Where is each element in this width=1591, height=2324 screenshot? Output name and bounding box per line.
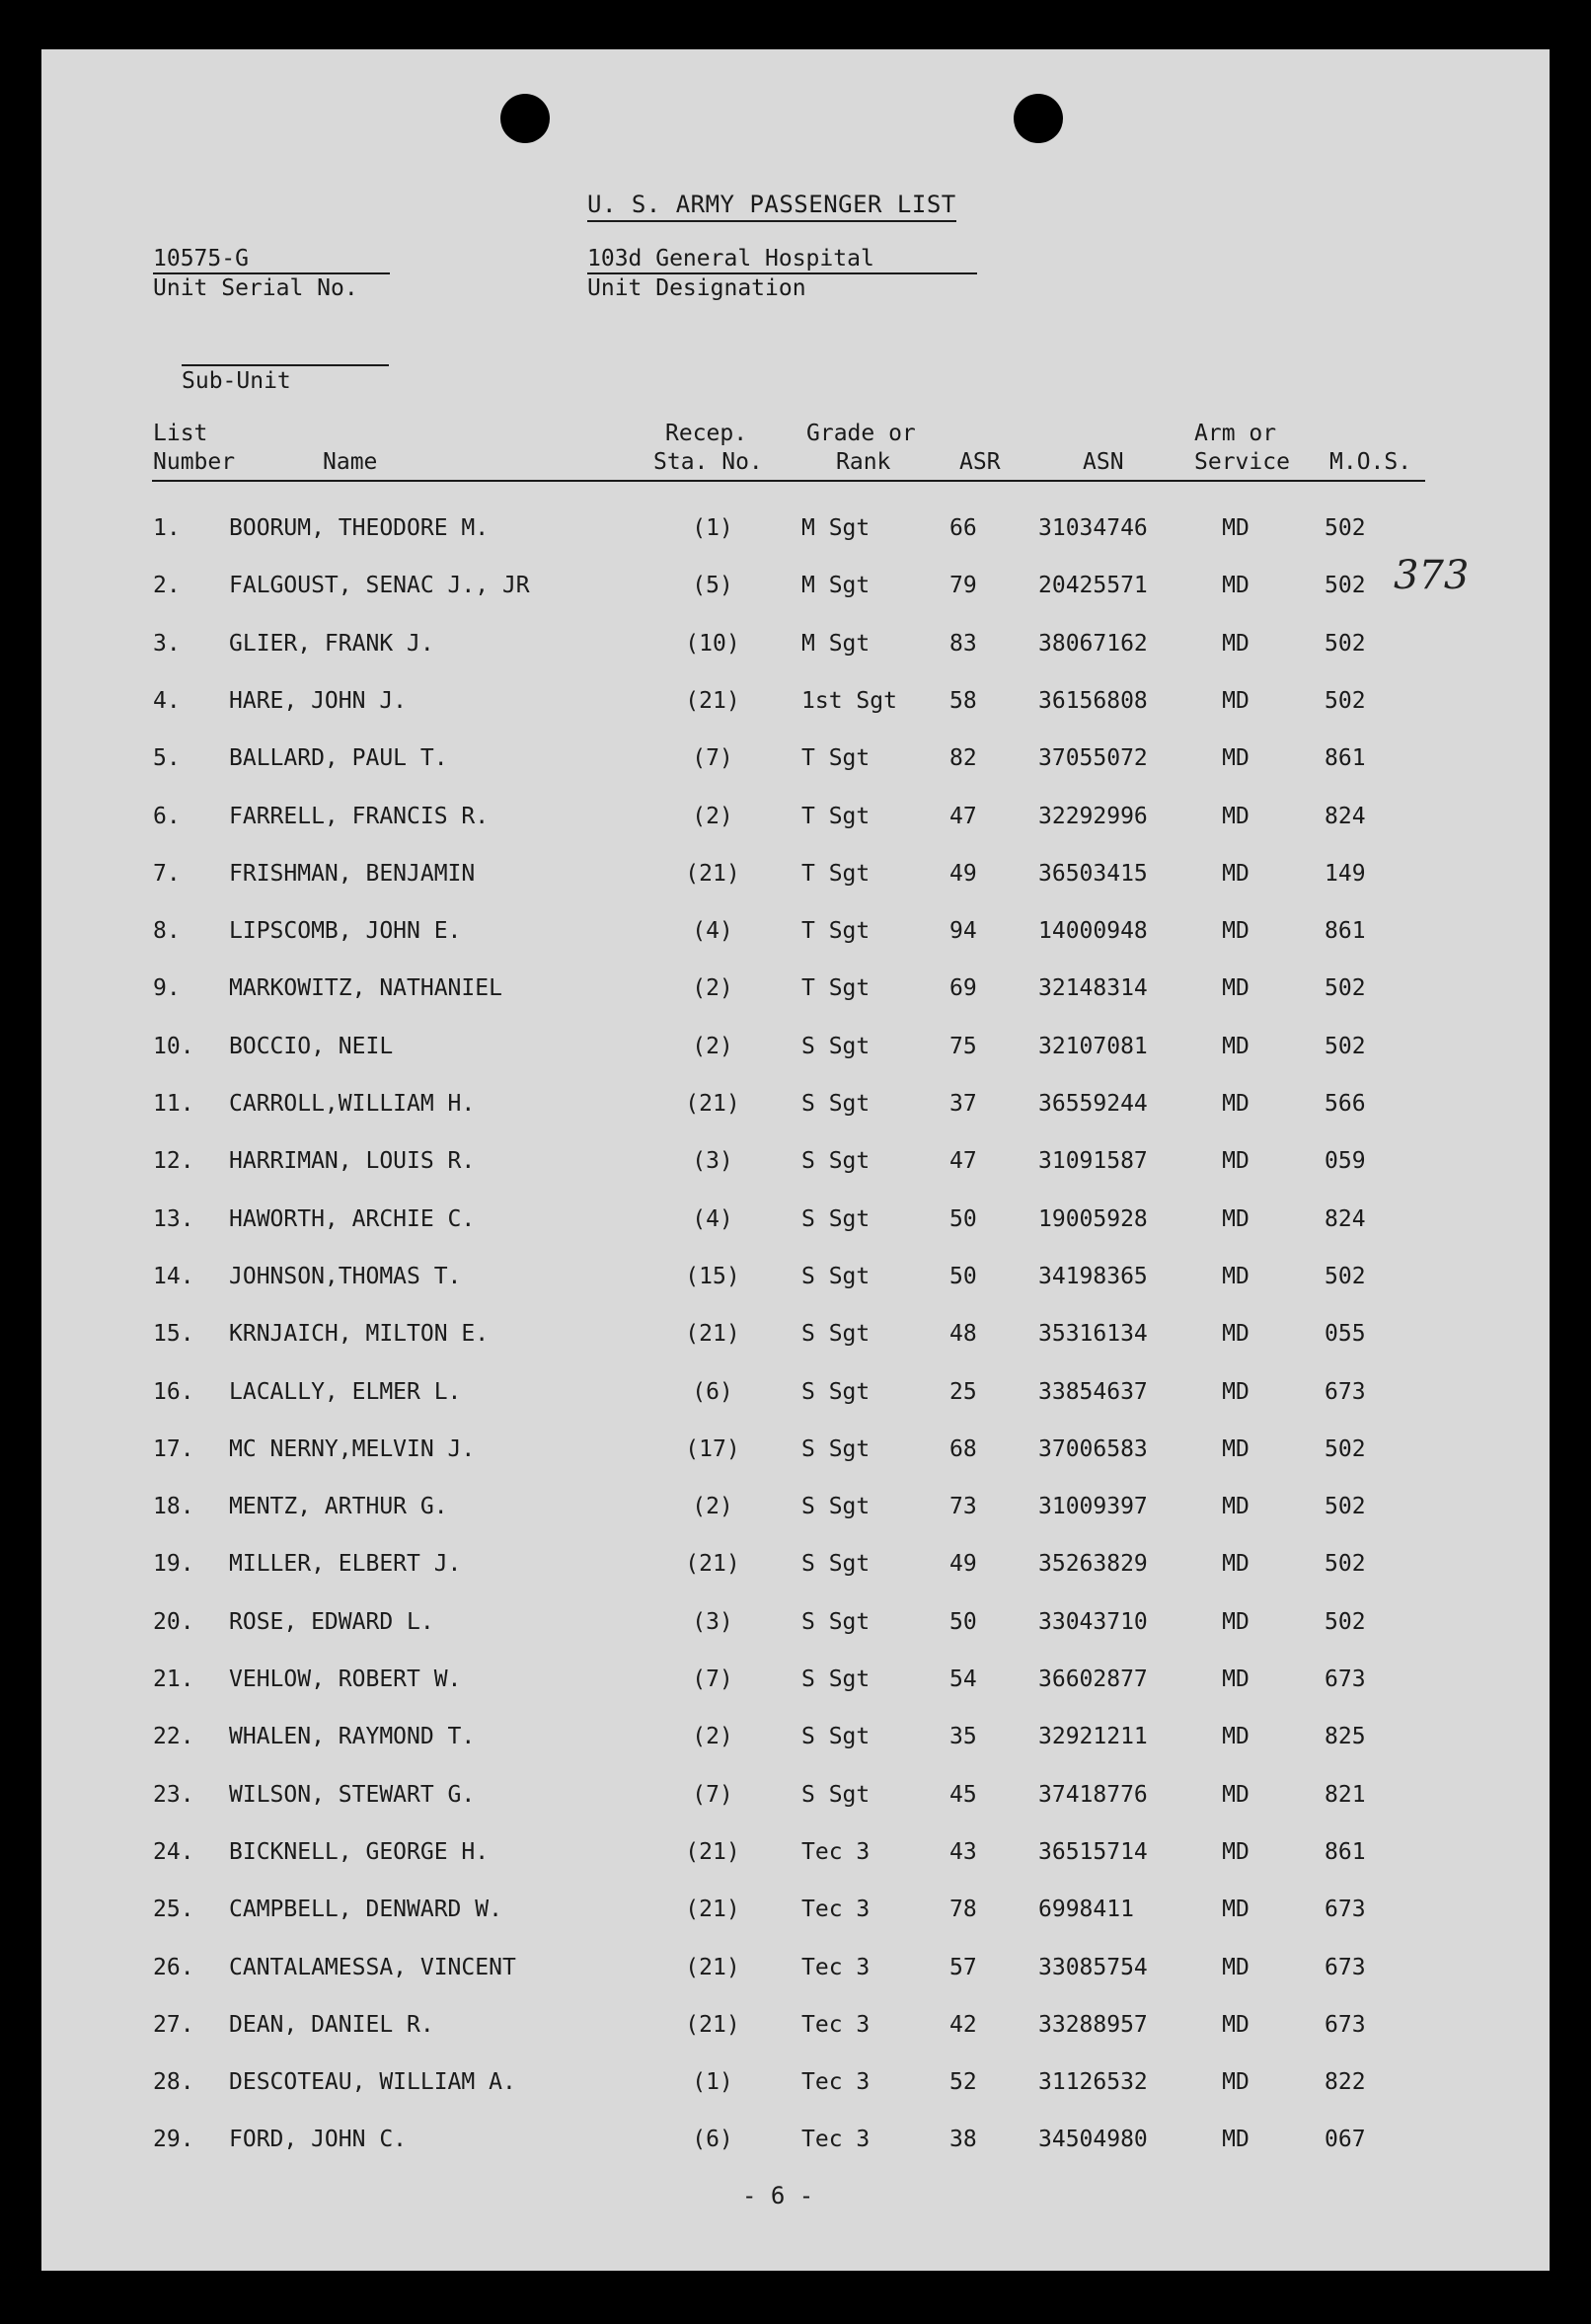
grade-rank: S Sgt [801, 1148, 871, 1175]
recep-station: (2) [692, 975, 733, 1002]
arm-service: MD [1222, 1608, 1250, 1635]
grade-rank: S Sgt [801, 1781, 871, 1808]
passenger-name: HARE, JOHN J. [229, 687, 408, 714]
arm-service: MD [1222, 1666, 1250, 1692]
arm-service: MD [1222, 1205, 1250, 1232]
recep-station: (3) [692, 1608, 733, 1635]
list-number: 6. [153, 803, 181, 829]
unit-serial-field [153, 245, 390, 302]
arm-service: MD [1222, 860, 1250, 887]
arm-service: MD [1222, 1263, 1250, 1289]
asn-number: 6998411 [1038, 1897, 1134, 1923]
grade-rank: Tec 3 [801, 1954, 871, 1980]
recep-station: (21) [685, 860, 740, 887]
passenger-name: HARRIMAN, LOUIS R. [229, 1148, 476, 1175]
asr-score: 82 [949, 745, 977, 772]
table-header [41, 420, 1550, 489]
asr-score: 75 [949, 1033, 977, 1059]
asn-number: 34504980 [1038, 2127, 1148, 2153]
mos-code: 673 [1325, 1954, 1366, 1980]
arm-service: MD [1222, 630, 1250, 657]
header-rule [152, 480, 1425, 482]
mos-code: 502 [1325, 1033, 1366, 1059]
recep-station: (4) [692, 1205, 733, 1232]
asr-score: 42 [949, 2011, 977, 2038]
passenger-name: BOCCIO, NEIL [229, 1033, 394, 1059]
table-row [41, 968, 1550, 1008]
passenger-name: DEAN, DANIEL R. [229, 2011, 434, 2038]
recep-station: (6) [692, 1378, 733, 1405]
grade-rank: Tec 3 [801, 2011, 871, 2038]
recep-station: (17) [685, 1435, 740, 1462]
asn-number: 32292996 [1038, 803, 1148, 829]
list-number: 11. [153, 1091, 194, 1117]
passenger-name: WILSON, STEWART G. [229, 1781, 476, 1808]
mos-code: 673 [1325, 2011, 1366, 2038]
recep-station: (21) [685, 1897, 740, 1923]
asr-score: 50 [949, 1608, 977, 1635]
mos-code: 824 [1325, 803, 1366, 829]
table-row [41, 1257, 1550, 1296]
table-row [41, 1487, 1550, 1526]
sub-unit-field [182, 358, 389, 396]
grade-rank: S Sgt [801, 1205, 871, 1232]
table-row [41, 2005, 1550, 2045]
list-number: 15. [153, 1321, 194, 1348]
table-row [41, 1890, 1550, 1929]
col-asr: ASR [959, 449, 1001, 475]
arm-service: MD [1222, 918, 1250, 945]
mos-code: 673 [1325, 1378, 1366, 1405]
asn-number: 32107081 [1038, 1033, 1148, 1059]
passenger-name: BICKNELL, GEORGE H. [229, 1838, 490, 1865]
asn-number: 33043710 [1038, 1608, 1148, 1635]
passenger-name: KRNJAICH, MILTON E. [229, 1321, 490, 1348]
asn-number: 35316134 [1038, 1321, 1148, 1348]
mos-code: 502 [1325, 573, 1366, 599]
passenger-name: HAWORTH, ARCHIE C. [229, 1205, 476, 1232]
list-number: 3. [153, 630, 181, 657]
mos-code: 502 [1325, 515, 1366, 541]
grade-rank: T Sgt [801, 860, 871, 887]
table-row [41, 508, 1550, 548]
unit-serial-value: 10575-G [153, 245, 390, 274]
arm-service: MD [1222, 803, 1250, 829]
passenger-name: LIPSCOMB, JOHN E. [229, 918, 462, 945]
table-row [41, 911, 1550, 951]
asn-number: 20425571 [1038, 573, 1148, 599]
passenger-name: BALLARD, PAUL T. [229, 745, 448, 772]
recep-station: (2) [692, 1724, 733, 1750]
asr-score: 79 [949, 573, 977, 599]
asn-number: 36602877 [1038, 1666, 1148, 1692]
passenger-name: ROSE, EDWARD L. [229, 1608, 434, 1635]
col-list-number-line1: List [153, 421, 208, 446]
arm-service: MD [1222, 687, 1250, 714]
arm-service: MD [1222, 1954, 1250, 1980]
passenger-name: MILLER, ELBERT J. [229, 1551, 462, 1578]
arm-service: MD [1222, 1321, 1250, 1348]
list-number: 14. [153, 1263, 194, 1289]
asn-number: 32148314 [1038, 975, 1148, 1002]
recep-station: (21) [685, 1321, 740, 1348]
asn-number: 19005928 [1038, 1205, 1148, 1232]
asr-score: 68 [949, 1435, 977, 1462]
mos-code: 861 [1325, 745, 1366, 772]
table-row [41, 854, 1550, 893]
sub-unit-label: Sub-Unit [182, 368, 291, 394]
table-row [41, 1372, 1550, 1412]
page-number: - 6 - [742, 2182, 814, 2209]
recep-station: (7) [692, 745, 733, 772]
arm-service: MD [1222, 2069, 1250, 2096]
passenger-name: BOORUM, THEODORE M. [229, 515, 490, 541]
asr-score: 43 [949, 1838, 977, 1865]
table-row [41, 1544, 1550, 1584]
grade-rank: S Sgt [801, 1263, 871, 1289]
mos-code: 861 [1325, 1838, 1366, 1865]
passenger-name: LACALLY, ELMER L. [229, 1378, 462, 1405]
list-number: 22. [153, 1724, 194, 1750]
recep-station: (21) [685, 1091, 740, 1117]
table-row [41, 1948, 1550, 1987]
passenger-name: FARRELL, FRANCIS R. [229, 803, 490, 829]
table-row [41, 1660, 1550, 1699]
mos-code: 502 [1325, 1263, 1366, 1289]
asr-score: 54 [949, 1666, 977, 1692]
grade-rank: S Sgt [801, 1494, 871, 1520]
grade-rank: M Sgt [801, 515, 871, 541]
passenger-name: VEHLOW, ROBERT W. [229, 1666, 462, 1692]
arm-service: MD [1222, 1838, 1250, 1865]
list-number: 29. [153, 2127, 194, 2153]
passenger-name: WHALEN, RAYMOND T. [229, 1724, 476, 1750]
table-row [41, 738, 1550, 778]
passenger-name: GLIER, FRANK J. [229, 630, 434, 657]
table-row [41, 1314, 1550, 1354]
unit-serial-label: Unit Serial No. [153, 275, 358, 301]
asn-number: 36503415 [1038, 860, 1148, 887]
table-row [41, 1832, 1550, 1872]
col-recep-line2: Sta. No. [653, 449, 763, 475]
grade-rank: T Sgt [801, 745, 871, 772]
passenger-name: FALGOUST, SENAC J., JR [229, 573, 530, 599]
mos-code: 067 [1325, 2127, 1366, 2153]
list-number: 16. [153, 1378, 194, 1405]
recep-station: (21) [685, 1551, 740, 1578]
table-row [41, 797, 1550, 836]
asr-score: 25 [949, 1378, 977, 1405]
asr-score: 49 [949, 860, 977, 887]
table-row [41, 1775, 1550, 1815]
asr-score: 37 [949, 1091, 977, 1117]
arm-service: MD [1222, 745, 1250, 772]
table-row [41, 566, 1550, 605]
grade-rank: Tec 3 [801, 1838, 871, 1865]
recep-station: (2) [692, 803, 733, 829]
arm-service: MD [1222, 1091, 1250, 1117]
grade-rank: S Sgt [801, 1033, 871, 1059]
col-list-number-line2: Number [153, 449, 236, 475]
list-number: 24. [153, 1838, 194, 1865]
asr-score: 47 [949, 803, 977, 829]
table-row [41, 1602, 1550, 1642]
list-number: 25. [153, 1897, 194, 1923]
asr-score: 48 [949, 1321, 977, 1348]
asr-score: 49 [949, 1551, 977, 1578]
grade-rank: T Sgt [801, 918, 871, 945]
asr-score: 66 [949, 515, 977, 541]
recep-station: (4) [692, 918, 733, 945]
punch-hole-left [500, 94, 550, 143]
asn-number: 33288957 [1038, 2011, 1148, 2038]
list-number: 17. [153, 1435, 194, 1462]
asr-score: 73 [949, 1494, 977, 1520]
list-number: 7. [153, 860, 181, 887]
mos-code: 821 [1325, 1781, 1366, 1808]
asr-score: 78 [949, 1897, 977, 1923]
mos-code: 502 [1325, 687, 1366, 714]
arm-service: MD [1222, 2127, 1250, 2153]
grade-rank: S Sgt [801, 1435, 871, 1462]
document-page [41, 49, 1550, 2271]
passenger-name: CAMPBELL, DENWARD W. [229, 1897, 502, 1923]
grade-rank: S Sgt [801, 1666, 871, 1692]
mos-code: 861 [1325, 918, 1366, 945]
arm-service: MD [1222, 1378, 1250, 1405]
grade-rank: Tec 3 [801, 2069, 871, 2096]
asr-score: 69 [949, 975, 977, 1002]
col-grade-line1: Grade or [806, 421, 916, 446]
arm-service: MD [1222, 1494, 1250, 1520]
asr-score: 52 [949, 2069, 977, 2096]
mos-code: 825 [1325, 1724, 1366, 1750]
recep-station: (21) [685, 1954, 740, 1980]
list-number: 18. [153, 1494, 194, 1520]
list-number: 12. [153, 1148, 194, 1175]
recep-station: (1) [692, 2069, 733, 2096]
arm-service: MD [1222, 1897, 1250, 1923]
asr-score: 50 [949, 1205, 977, 1232]
asn-number: 31034746 [1038, 515, 1148, 541]
asn-number: 36515714 [1038, 1838, 1148, 1865]
recep-station: (7) [692, 1666, 733, 1692]
mos-code: 502 [1325, 1494, 1366, 1520]
list-number: 8. [153, 918, 181, 945]
table-row [41, 1027, 1550, 1066]
table-row [41, 1717, 1550, 1756]
arm-service: MD [1222, 2011, 1250, 2038]
mos-code: 502 [1325, 630, 1366, 657]
passenger-name: CANTALAMESSA, VINCENT [229, 1954, 516, 1980]
sub-unit-line [182, 358, 389, 366]
list-number: 13. [153, 1205, 194, 1232]
grade-rank: S Sgt [801, 1378, 871, 1405]
asn-number: 37055072 [1038, 745, 1148, 772]
grade-rank: Tec 3 [801, 1897, 871, 1923]
asr-score: 83 [949, 630, 977, 657]
list-number: 23. [153, 1781, 194, 1808]
grade-rank: S Sgt [801, 1724, 871, 1750]
grade-rank: T Sgt [801, 975, 871, 1002]
unit-designation-label: Unit Designation [587, 275, 806, 301]
table-row [41, 681, 1550, 721]
asn-number: 33085754 [1038, 1954, 1148, 1980]
asn-number: 31009397 [1038, 1494, 1148, 1520]
unit-designation-value: 103d General Hospital [587, 245, 977, 274]
col-arm-line1: Arm or [1194, 421, 1277, 446]
grade-rank: T Sgt [801, 803, 871, 829]
recep-station: (21) [685, 2011, 740, 2038]
recep-station: (6) [692, 2127, 733, 2153]
grade-rank: M Sgt [801, 573, 871, 599]
asn-number: 33854637 [1038, 1378, 1148, 1405]
passenger-name: MARKOWITZ, NATHANIEL [229, 975, 502, 1002]
recep-station: (2) [692, 1033, 733, 1059]
mos-code: 502 [1325, 1435, 1366, 1462]
col-grade-line2: Rank [836, 449, 891, 475]
asr-score: 47 [949, 1148, 977, 1175]
grade-rank: S Sgt [801, 1551, 871, 1578]
asr-score: 94 [949, 918, 977, 945]
asr-score: 45 [949, 1781, 977, 1808]
arm-service: MD [1222, 1724, 1250, 1750]
grade-rank: S Sgt [801, 1321, 871, 1348]
list-number: 2. [153, 573, 181, 599]
arm-service: MD [1222, 515, 1250, 541]
asr-score: 38 [949, 2127, 977, 2153]
col-arm-line2: Service [1194, 449, 1290, 475]
arm-service: MD [1222, 975, 1250, 1002]
list-number: 27. [153, 2011, 194, 2038]
mos-code: 673 [1325, 1666, 1366, 1692]
recep-station: (21) [685, 1838, 740, 1865]
list-number: 9. [153, 975, 181, 1002]
asr-score: 50 [949, 1263, 977, 1289]
list-number: 19. [153, 1551, 194, 1578]
list-number: 26. [153, 1954, 194, 1980]
recep-station: (21) [685, 687, 740, 714]
list-number: 28. [153, 2069, 194, 2096]
document-title: U. S. ARMY PASSENGER LIST [587, 191, 956, 222]
passenger-name: FORD, JOHN C. [229, 2127, 408, 2153]
recep-station: (1) [692, 515, 733, 541]
arm-service: MD [1222, 1435, 1250, 1462]
col-mos: M.O.S. [1329, 449, 1412, 475]
mos-code: 055 [1325, 1321, 1366, 1348]
list-number: 5. [153, 745, 181, 772]
asr-score: 58 [949, 687, 977, 714]
asn-number: 36559244 [1038, 1091, 1148, 1117]
mos-code: 566 [1325, 1091, 1366, 1117]
recep-station: (10) [685, 630, 740, 657]
punch-hole-right [1014, 94, 1063, 143]
list-number: 1. [153, 515, 181, 541]
col-recep-line1: Recep. [665, 421, 748, 446]
grade-rank: Tec 3 [801, 2127, 871, 2153]
recep-station: (3) [692, 1148, 733, 1175]
table-row [41, 1084, 1550, 1123]
asn-number: 31091587 [1038, 1148, 1148, 1175]
arm-service: MD [1222, 1033, 1250, 1059]
mos-code: 059 [1325, 1148, 1366, 1175]
mos-code: 502 [1325, 975, 1366, 1002]
table-row [41, 1430, 1550, 1469]
list-number: 21. [153, 1666, 194, 1692]
list-number: 20. [153, 1608, 194, 1635]
passenger-name: MENTZ, ARTHUR G. [229, 1494, 448, 1520]
grade-rank: S Sgt [801, 1608, 871, 1635]
passenger-name: MC NERNY,MELVIN J. [229, 1435, 476, 1462]
recep-station: (15) [685, 1263, 740, 1289]
mos-code: 824 [1325, 1205, 1366, 1232]
recep-station: (2) [692, 1494, 733, 1520]
arm-service: MD [1222, 1781, 1250, 1808]
asn-number: 38067162 [1038, 630, 1148, 657]
arm-service: MD [1222, 1551, 1250, 1578]
passenger-name: JOHNSON,THOMAS T. [229, 1263, 462, 1289]
mos-code: 502 [1325, 1608, 1366, 1635]
asn-number: 31126532 [1038, 2069, 1148, 2096]
grade-rank: M Sgt [801, 630, 871, 657]
asn-number: 35263829 [1038, 1551, 1148, 1578]
asn-number: 34198365 [1038, 1263, 1148, 1289]
stamp-number: 373 [1394, 553, 1470, 598]
recep-station: (7) [692, 1781, 733, 1808]
mos-code: 502 [1325, 1551, 1366, 1578]
recep-station: (5) [692, 573, 733, 599]
table-row [41, 2120, 1550, 2159]
list-number: 10. [153, 1033, 194, 1059]
mos-code: 822 [1325, 2069, 1366, 2096]
passenger-name: CARROLL,WILLIAM H. [229, 1091, 476, 1117]
table-row [41, 1200, 1550, 1239]
table-row [41, 624, 1550, 663]
asr-score: 57 [949, 1954, 977, 1980]
grade-rank: S Sgt [801, 1091, 871, 1117]
asn-number: 36156808 [1038, 687, 1148, 714]
asn-number: 37006583 [1038, 1435, 1148, 1462]
asr-score: 35 [949, 1724, 977, 1750]
col-asn: ASN [1083, 449, 1124, 475]
passenger-name: FRISHMAN, BENJAMIN [229, 860, 476, 887]
col-name: Name [323, 449, 378, 475]
table-row [41, 1141, 1550, 1181]
list-number: 4. [153, 687, 181, 714]
arm-service: MD [1222, 1148, 1250, 1175]
unit-designation-field [587, 245, 977, 302]
mos-code: 673 [1325, 1897, 1366, 1923]
grade-rank: 1st Sgt [801, 687, 897, 714]
asn-number: 32921211 [1038, 1724, 1148, 1750]
asn-number: 37418776 [1038, 1781, 1148, 1808]
table-row [41, 2062, 1550, 2102]
passenger-name: DESCOTEAU, WILLIAM A. [229, 2069, 516, 2096]
arm-service: MD [1222, 573, 1250, 599]
asn-number: 14000948 [1038, 918, 1148, 945]
mos-code: 149 [1325, 860, 1366, 887]
